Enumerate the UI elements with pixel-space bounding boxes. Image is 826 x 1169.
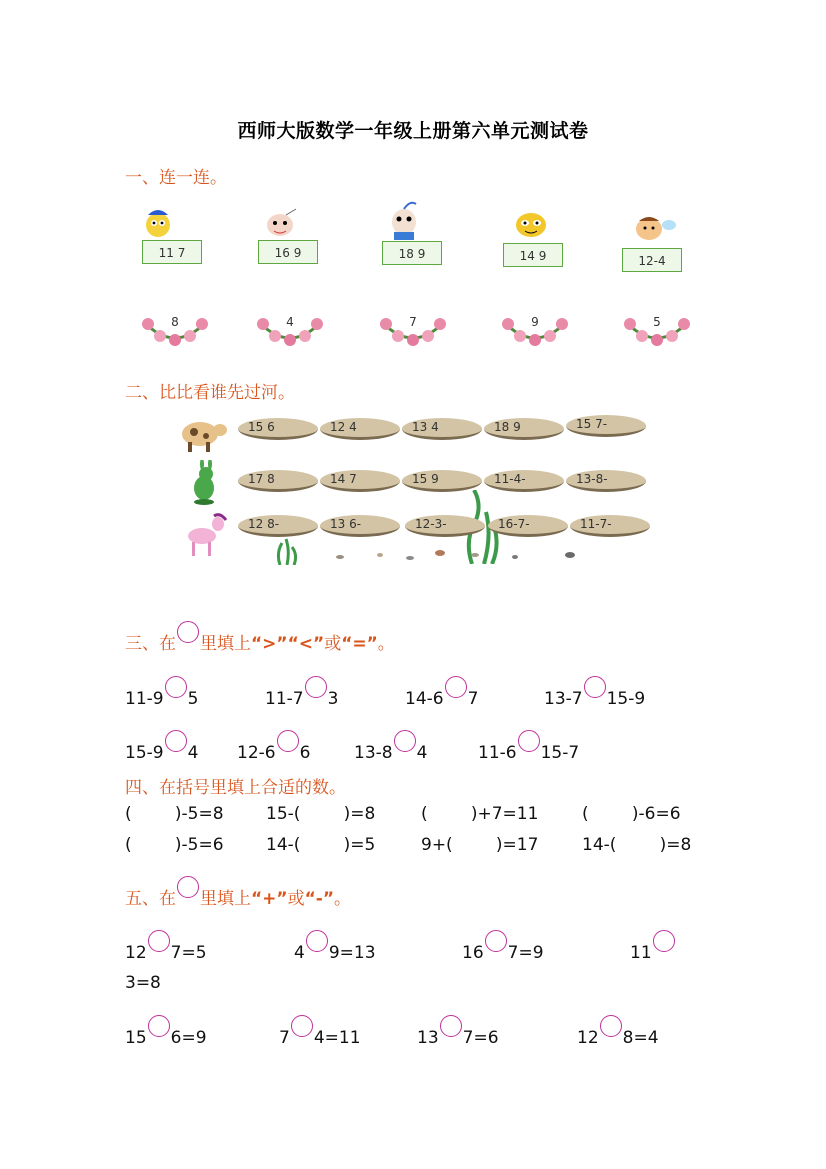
equation-rest: 9=13 — [328, 943, 376, 963]
rabbit-icon — [180, 460, 230, 506]
compare-item — [405, 676, 478, 709]
operand: 7 — [279, 1028, 290, 1048]
expression-left: 15-9 — [125, 743, 164, 763]
equation-rest: 7=6 — [462, 1028, 499, 1048]
equation-rest: 8=4 — [622, 1028, 659, 1048]
expression-tag: 12-4 — [622, 248, 682, 272]
compare-item — [478, 730, 579, 763]
heading-text: 里填上 — [200, 634, 251, 654]
compare-item — [125, 730, 198, 763]
operator-item — [630, 930, 676, 963]
section-3-heading — [125, 621, 395, 654]
stepping-stone: 15 7- — [566, 415, 646, 437]
expression-right: 6 — [299, 743, 311, 763]
heading-text: 或 — [287, 889, 305, 909]
answer-circle[interactable] — [305, 676, 327, 698]
operand: 13 — [417, 1028, 439, 1048]
answer-circle[interactable] — [518, 730, 540, 752]
answer-circle[interactable] — [440, 1015, 462, 1037]
stepping-stone: 17 8 — [238, 470, 318, 492]
stepping-stone: 18 9 — [484, 418, 564, 440]
expression-left: 13-8 — [354, 743, 393, 763]
heading-text: 里填上 — [200, 889, 251, 909]
expression-right: 15-7 — [540, 743, 580, 763]
operand: 15 — [125, 1028, 147, 1048]
answer-circle[interactable] — [394, 730, 416, 752]
operand: 12 — [125, 943, 147, 963]
answer-number: 4 — [286, 315, 294, 329]
stepping-stone: 15 6 — [238, 418, 318, 440]
compare-item — [125, 676, 198, 709]
pony-icon — [180, 512, 230, 558]
operator-item — [417, 1015, 499, 1048]
operand: 4 — [294, 943, 305, 963]
operand: 12 — [577, 1028, 599, 1048]
operator-item — [294, 930, 376, 963]
answer-circle[interactable] — [485, 930, 507, 952]
compare-item — [354, 730, 427, 763]
section-1-heading: 一、连一连。 — [125, 168, 227, 188]
expression-left: 11-6 — [478, 743, 517, 763]
fill-blank-item[interactable]: ( )-5=6 — [125, 835, 224, 855]
equation-rest: 3=8 — [125, 973, 161, 993]
answer-circle[interactable] — [306, 930, 328, 952]
expression-left: 11-9 — [125, 689, 164, 709]
answer-circle[interactable] — [165, 730, 187, 752]
operator-item — [279, 1015, 361, 1048]
fill-blank-item[interactable]: ( )+7=11 — [421, 804, 539, 824]
expression-right: 15-9 — [606, 689, 646, 709]
operator-item — [125, 1015, 207, 1048]
answer-number: 7 — [409, 315, 417, 329]
expression-tag: 18 9 — [382, 241, 442, 265]
answer-number: 9 — [531, 315, 539, 329]
compare-item — [237, 730, 310, 763]
heading-text: 。 — [377, 634, 395, 654]
stepping-stone: 12 8- — [238, 515, 318, 537]
expression-tag: 11 7 — [142, 240, 202, 264]
expression-right: 7 — [467, 689, 479, 709]
pebbles-icon — [300, 543, 600, 563]
stepping-stone: 13-8- — [566, 470, 646, 492]
equation-rest: 7=9 — [507, 943, 544, 963]
expression-left: 11-7 — [265, 689, 304, 709]
answer-number: 8 — [171, 315, 179, 329]
seaweed-icon — [272, 535, 302, 565]
fill-blank-item[interactable]: 14-( )=8 — [582, 835, 692, 855]
expression-left: 13-7 — [544, 689, 583, 709]
section-2-heading: 二、比比看谁先过河。 — [125, 383, 295, 403]
section-5-heading — [125, 876, 351, 909]
section-4-heading: 四、在括号里填上合适的数。 — [125, 778, 346, 798]
cartoon-character-icon — [136, 203, 196, 243]
fill-blank-item[interactable]: 15-( )=8 — [266, 804, 376, 824]
cartoon-character-icon — [256, 203, 316, 243]
stepping-stone: 13 6- — [320, 515, 400, 537]
stepping-stone: 12 4 — [320, 418, 400, 440]
operator-item — [125, 930, 207, 963]
expression-right: 4 — [416, 743, 428, 763]
fill-blank-item[interactable]: ( )-6=6 — [582, 804, 681, 824]
expression-right: 5 — [187, 689, 199, 709]
equation-rest: 4=11 — [313, 1028, 361, 1048]
cartoon-character-icon — [625, 205, 685, 245]
equation-rest: 7=5 — [170, 943, 207, 963]
answer-number: 5 — [653, 315, 661, 329]
answer-circle[interactable] — [291, 1015, 313, 1037]
answer-circle[interactable] — [600, 1015, 622, 1037]
expression-left: 12-6 — [237, 743, 276, 763]
operator-item — [577, 1015, 659, 1048]
stepping-stone: 11-4- — [484, 470, 564, 492]
stepping-stone: 12-3- — [405, 515, 485, 537]
cartoon-character-icon — [380, 200, 440, 240]
heading-text: 。 — [334, 889, 351, 909]
operand: 11 — [630, 943, 652, 963]
operator-item — [462, 930, 544, 963]
expression-tag: 16 9 — [258, 240, 318, 264]
expression-left: 14-6 — [405, 689, 444, 709]
equation-rest: 6=9 — [170, 1028, 207, 1048]
heading-symbols: “-” — [304, 889, 334, 909]
answer-circle[interactable] — [148, 1015, 170, 1037]
compare-item — [544, 676, 645, 709]
expression-right: 3 — [327, 689, 339, 709]
stepping-stone: 13 4 — [402, 418, 482, 440]
stepping-stone: 15 9 — [402, 470, 482, 492]
stepping-stone: 11-7- — [570, 515, 650, 537]
stepping-stone: 14 7 — [320, 470, 400, 492]
cartoon-character-icon — [505, 203, 565, 243]
fill-blank-item[interactable]: 9+( )=17 — [421, 835, 539, 855]
fill-blank-item[interactable]: ( )-5=8 — [125, 804, 224, 824]
answer-circle[interactable] — [165, 676, 187, 698]
expression-tag: 14 9 — [503, 243, 563, 267]
heading-symbols: “+” — [251, 889, 288, 909]
answer-circle[interactable] — [148, 930, 170, 952]
page-title: 西师大版数学一年级上册第六单元测试卷 — [237, 120, 589, 142]
answer-circle[interactable] — [584, 676, 606, 698]
cow-icon — [178, 408, 228, 454]
stepping-stone: 16-7- — [488, 515, 568, 537]
fill-blank-item[interactable]: 14-( )=5 — [266, 835, 376, 855]
answer-circle[interactable] — [277, 730, 299, 752]
answer-circle[interactable] — [653, 930, 675, 952]
heading-text: 或 — [324, 634, 342, 654]
heading-symbols: “>”“<” — [251, 634, 325, 654]
compare-item — [265, 676, 338, 709]
circle-icon — [177, 621, 199, 643]
expression-right: 4 — [187, 743, 199, 763]
answer-circle[interactable] — [445, 676, 467, 698]
circle-icon — [177, 876, 199, 898]
heading-text: 三、在 — [125, 634, 176, 654]
heading-symbols: “=” — [341, 634, 378, 654]
heading-text: 五、在 — [125, 889, 176, 909]
operand: 16 — [462, 943, 484, 963]
